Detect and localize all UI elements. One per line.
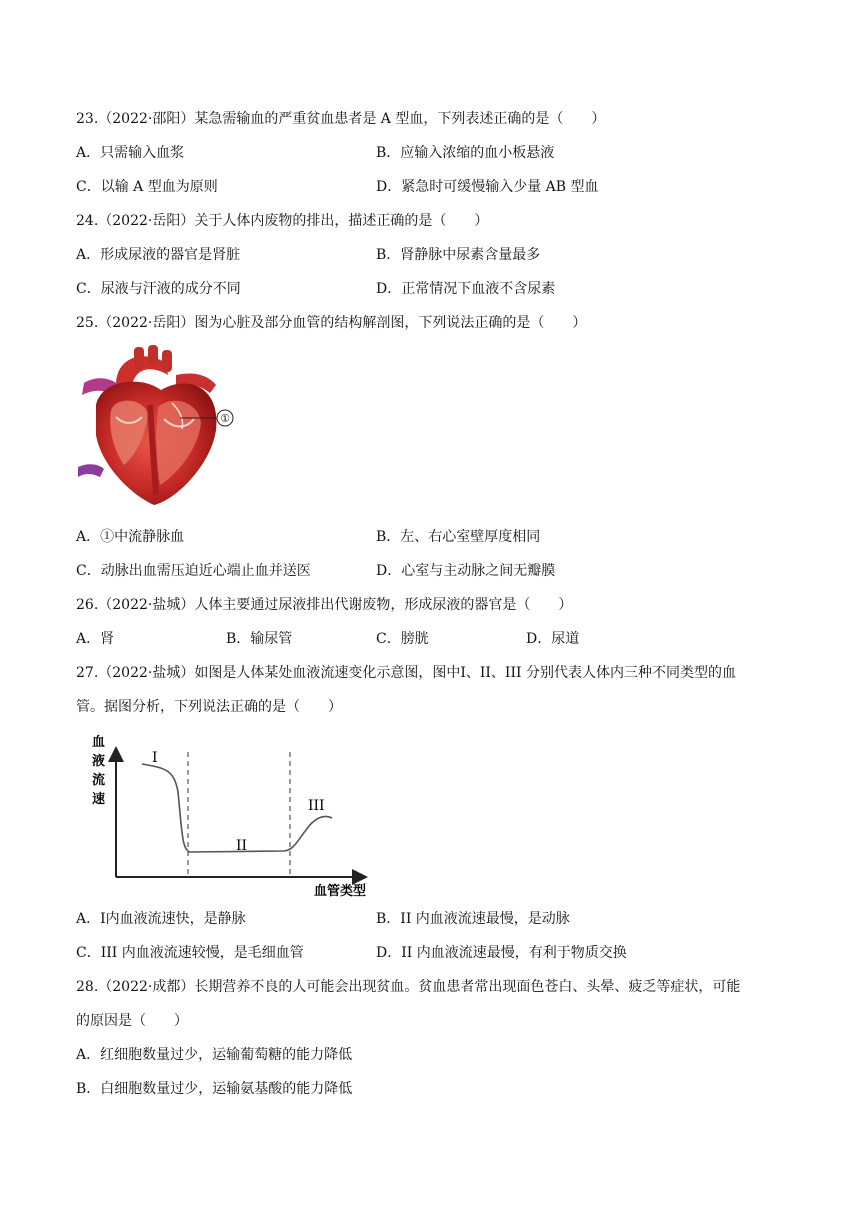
heart-diagram — [76, 345, 246, 514]
q23-option-b[interactable]: B．应输入浓缩的血小板悬液 — [376, 145, 555, 161]
q26-option-b[interactable]: B．输尿管 — [226, 631, 293, 647]
q24-stem: 24.（2022·岳阳）关于人体内废物的排出，描述正确的是（ ） — [76, 213, 489, 229]
q28-stem-line2: 的原因是（ ） — [76, 1013, 188, 1029]
q23-option-a[interactable]: A．只需输入血浆 — [76, 145, 185, 161]
q27-option-c[interactable]: C．III 内血液流速较慢，是毛细血管 — [76, 945, 304, 961]
q24-option-d[interactable]: D．正常情况下血液不含尿素 — [376, 281, 556, 297]
q28-option-b[interactable]: B．白细胞数量过少，运输氨基酸的能力降低 — [76, 1081, 353, 1097]
figure-label-1: ① — [220, 412, 230, 425]
q27-option-d[interactable]: D．II 内血液流速最慢，有利于物质交换 — [376, 945, 627, 961]
q25-option-b[interactable]: B．左、右心室壁厚度相同 — [376, 529, 541, 545]
q23-option-d[interactable]: D．紧急时可缓慢输入少量 AB 型血 — [376, 179, 599, 195]
y-label-char-3: 流 — [92, 773, 106, 788]
q27-option-a[interactable]: A．Ⅰ内血液流速快，是静脉 — [76, 911, 246, 927]
region-label-iii: III — [308, 798, 325, 814]
q27-stem-line2: 管。据图分析，下列说法正确的是（ ） — [76, 699, 342, 715]
q24-option-c[interactable]: C．尿液与汗液的成分不同 — [76, 281, 241, 297]
x-axis-label: 血管类型 — [314, 884, 367, 897]
q25-stem: 25.（2022·岳阳）图为心脏及部分血管的结构解剖图，下列说法正确的是（ ） — [76, 315, 587, 331]
region-label-ii: II — [236, 838, 248, 854]
q26-option-a[interactable]: A．肾 — [76, 631, 115, 647]
blood-flow-speed-chart — [86, 732, 386, 901]
y-label-char-1: 血 — [92, 735, 106, 750]
y-label-char-4: 速 — [92, 792, 106, 807]
q27-stem-line1: 27.（2022·盐城）如图是人体某处血液流速变化示意图，图中Ⅰ、II、III 分别代表人体内三种不同类型的血 — [76, 665, 736, 681]
q23-option-c[interactable]: C．以输 A 型血为原则 — [76, 179, 218, 195]
q26-option-c[interactable]: C．膀胱 — [376, 631, 429, 647]
q26-stem: 26.（2022·盐城）人体主要通过尿液排出代谢废物，形成尿液的器官是（ ） — [76, 597, 573, 613]
flow-speed-diagram — [86, 732, 386, 897]
q27-option-b[interactable]: B．II 内血液流速最慢，是动脉 — [376, 911, 570, 927]
q25-option-d[interactable]: D．心室与主动脉之间无瓣膜 — [376, 563, 556, 579]
q24-option-a[interactable]: A．形成尿液的器官是肾脏 — [76, 247, 241, 263]
heart-illustration — [76, 345, 246, 510]
q26-option-d[interactable]: D．尿道 — [526, 631, 580, 647]
q25-option-a[interactable]: A．①中流静脉血 — [76, 529, 185, 545]
q23-stem: 23.（2022·邵阳）某急需输血的严重贫血患者是 A 型血，下列表述正确的是（ ） — [76, 111, 606, 127]
y-label-char-2: 液 — [92, 754, 106, 769]
q24-option-b[interactable]: B．肾静脉中尿素含量最多 — [376, 247, 541, 263]
q28-stem-line1: 28.（2022·成都）长期营养不良的人可能会出现贫血。贫血患者常出现面色苍白、头晕、疲乏等症状，可能 — [76, 979, 741, 995]
q25-option-c[interactable]: C．动脉出血需压迫近心端止血并送医 — [76, 563, 311, 579]
q28-option-a[interactable]: A．红细胞数量过少，运输葡萄糖的能力降低 — [76, 1047, 353, 1063]
region-label-i: I — [152, 750, 158, 766]
